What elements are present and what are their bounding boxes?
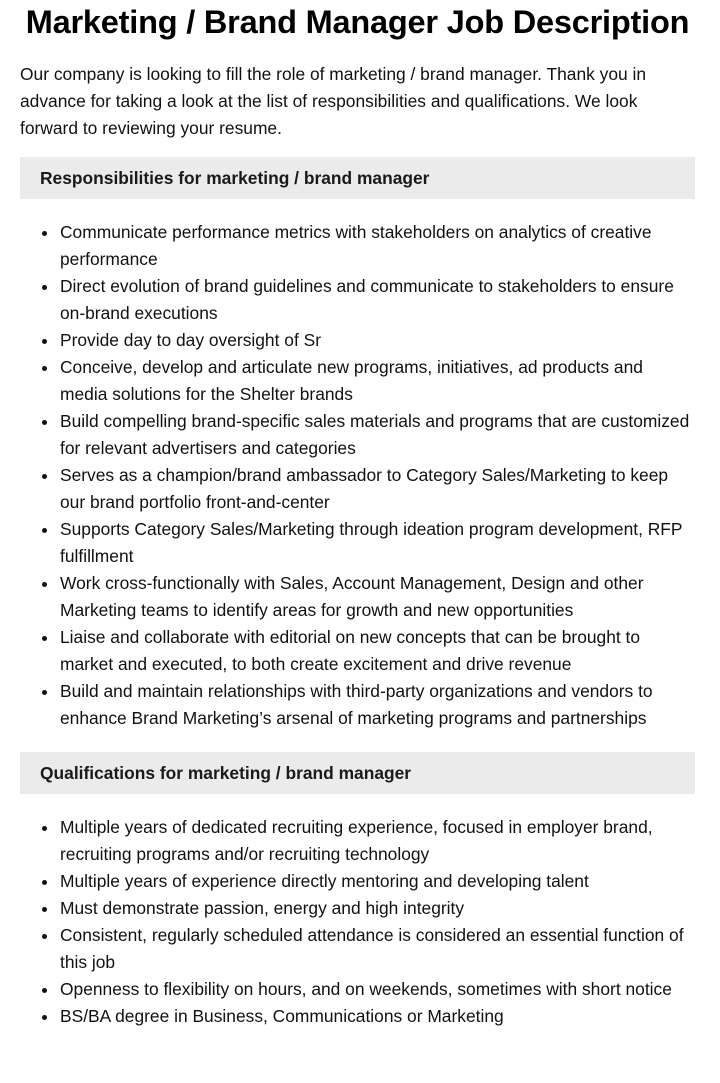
responsibilities-section-header xyxy=(20,157,695,199)
list-item: Work cross-functionally with Sales, Account Management, Design and other Marketing teams to identify areas for growth and new opportunities xyxy=(60,570,695,624)
list-item: Must demonstrate passion, energy and high integrity xyxy=(60,895,695,922)
responsibilities-heading: Responsibilities for marketing / brand manager xyxy=(40,167,430,188)
page-title: Marketing / Brand Manager Job Description xyxy=(25,4,690,40)
qualifications-list xyxy=(20,814,695,1030)
responsibilities-list xyxy=(20,219,695,732)
qualifications-heading: Qualifications for marketing / brand manager xyxy=(40,762,412,783)
list-item: Multiple years of experience directly mentoring and developing talent xyxy=(60,868,695,895)
qualifications-section-header xyxy=(20,752,695,794)
list-item: Direct evolution of brand guidelines and communicate to stakeholders to ensure on-brand executions xyxy=(60,273,695,327)
list-item: Supports Category Sales/Marketing through ideation program development, RFP fulfillment xyxy=(60,516,695,570)
list-item: BS/BA degree in Business, Communications or Marketing xyxy=(60,1003,695,1030)
list-item: Build compelling brand-specific sales materials and programs that are customized for relevant advertisers and categories xyxy=(60,408,695,462)
list-item: Serves as a champion/brand ambassador to Category Sales/Marketing to keep our brand portfolio front-and-center xyxy=(60,462,695,516)
list-item: Multiple years of dedicated recruiting experience, focused in employer brand, recruiting programs and/or recruiting technology xyxy=(60,814,695,868)
intro-paragraph: Our company is looking to fill the role of marketing / brand manager. Thank you in advance for taking a look at the list of responsibilities and qualifications. We look forward to reviewing your resume. xyxy=(20,64,647,138)
list-item: Consistent, regularly scheduled attendance is considered an essential function of this job xyxy=(60,922,695,976)
list-item: Liaise and collaborate with editorial on new concepts that can be brought to market and executed, to both create excitement and drive revenue xyxy=(60,624,695,678)
list-item: Build and maintain relationships with third-party organizations and vendors to enhance Brand Marketing’s arsenal of marketing programs and partnerships xyxy=(60,678,695,732)
list-item: Openness to flexibility on hours, and on weekends, sometimes with short notice xyxy=(60,976,695,1003)
list-item: Provide day to day oversight of Sr xyxy=(60,327,695,354)
list-item: Conceive, develop and articulate new programs, initiatives, ad products and media solutions for the Shelter brands xyxy=(60,354,695,408)
list-item: Communicate performance metrics with stakeholders on analytics of creative performance xyxy=(60,219,695,273)
